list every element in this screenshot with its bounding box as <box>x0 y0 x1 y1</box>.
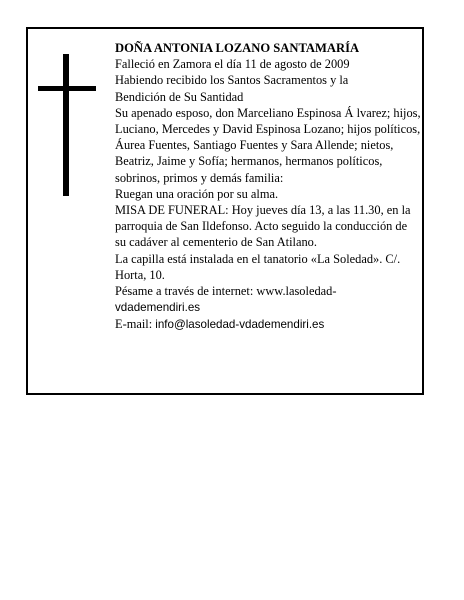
email-label: E-mail: <box>115 317 156 332</box>
cross-icon <box>38 54 98 196</box>
condolences-url-tail[interactable]: vdademendiri.es <box>115 301 201 315</box>
prayer-line: Ruegan una oración por su alma. <box>115 186 279 201</box>
obituary-text <box>115 40 421 334</box>
family-paragraph: Su apenado esposo, don Marceliano Espinosa Á lvarez; hijos, Luciano, Mercedes y David Espinosa Lozano; hijos políticos, Áurea Fuentes, Santiago Fuentes y Sara Allende; nietos, Beatriz, Jaime y Sofía; hermanos, hermanos políticos, sobrinos, primos y demás familia: <box>115 105 421 185</box>
cross-horizontal-bar <box>38 86 96 91</box>
chapel-paragraph: La capilla está instalada en el tanatorio «La Soledad». C/. Horta, 10. <box>115 251 401 282</box>
condolences-url-line[interactable] <box>115 299 421 316</box>
cross-vertical-bar <box>63 54 69 196</box>
funeral-paragraph: MISA DE FUNERAL: Hoy jueves día 13, a las 11.30, en la parroquia de San Ildefonso. Acto seguido la conducción de su cadáver al cementerio de San Atilano. <box>115 203 411 250</box>
email-link[interactable]: info@lasoledad-vdademendiri.es <box>155 318 325 332</box>
condolences-label: Pésame a través de internet: www.lasoledad- <box>115 284 337 299</box>
death-line: Falleció en Zamora el día 11 de agosto de 2009 <box>115 57 350 72</box>
sacraments-line-1: Habiendo recibido los Santos Sacramentos y la <box>115 73 349 88</box>
condolences-line <box>115 283 421 299</box>
deceased-name: DOÑA ANTONIA LOZANO SANTAMARÍA <box>115 41 360 55</box>
sacraments-line-2: Bendición de Su Santidad <box>115 89 244 104</box>
email-line <box>115 316 421 333</box>
